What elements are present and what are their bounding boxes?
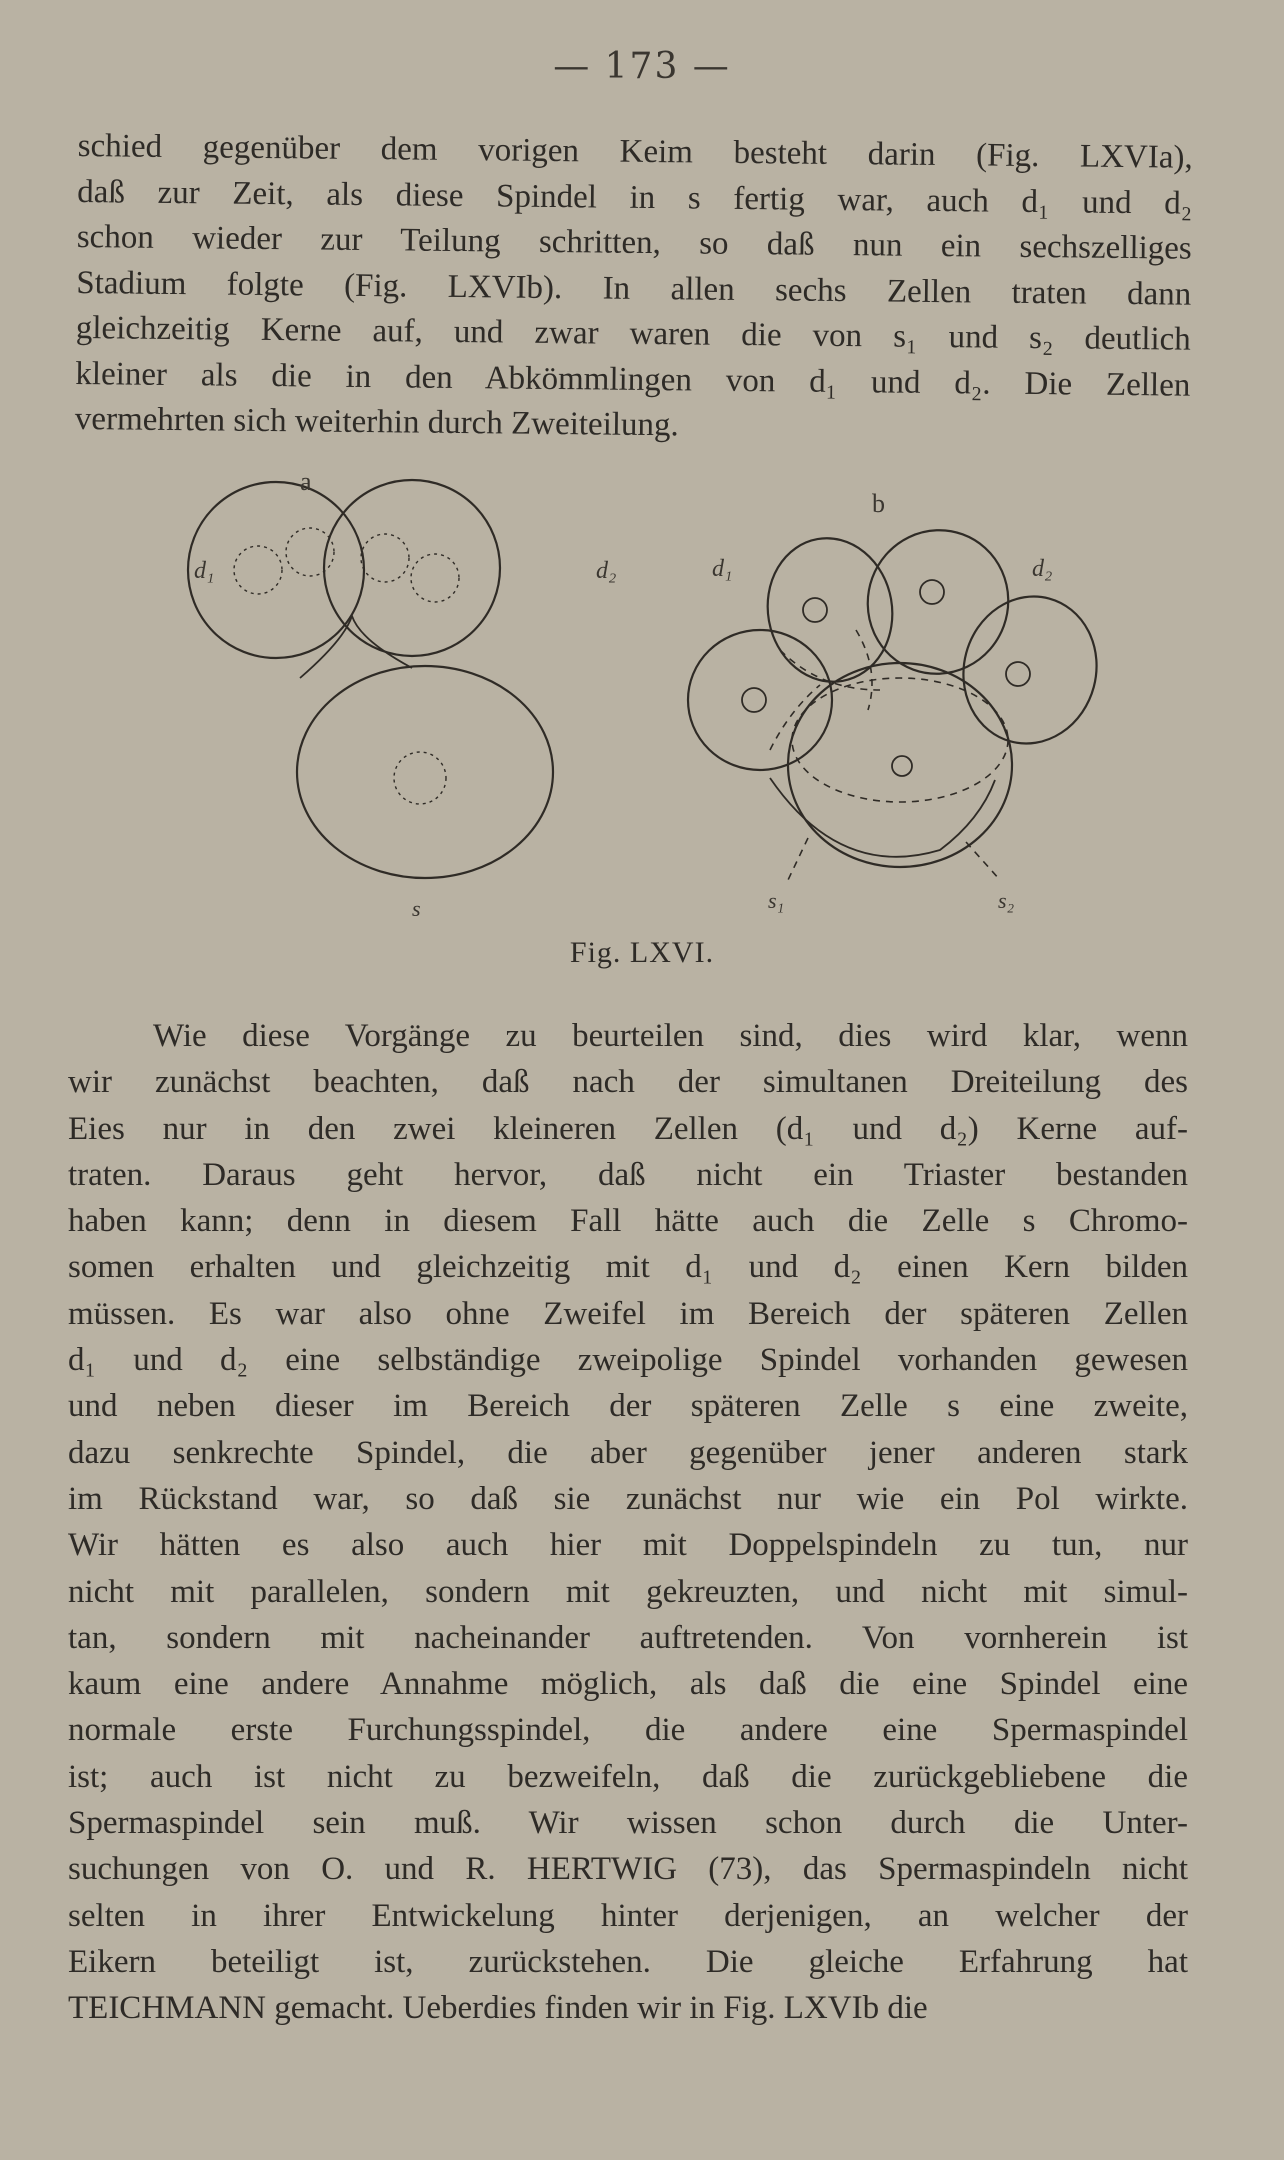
text-line: wir zunächst beachten, daß nach der simultanen Dreiteilung des — [68, 1064, 1188, 1101]
paragraph-2 — [68, 1013, 1188, 2032]
text-line: müssen. Es war also ohne Zweifel im Bereich der späteren Zellen — [68, 1295, 1188, 1332]
label-d2: d₂ — [596, 558, 617, 584]
text-line: im Rückstand war, so daß sie zunächst nur wie ein Pol wirkte. — [68, 1480, 1188, 1517]
text-line: tan, sondern mit nacheinander auftretenden. Von vornherein ist — [68, 1619, 1188, 1656]
text-line: normale erste Furchungsspindel, die andere eine Spermaspindel — [68, 1712, 1188, 1749]
text-line: schon wieder zur Teilung schritten, so daß nun ein sechszelliges — [76, 218, 1192, 267]
text-line: traten. Daraus geht hervor, daß nicht ein Triaster bestanden — [68, 1156, 1188, 1193]
panel-a-drawing — [188, 480, 553, 878]
text-line: Eikern beteiligt ist, zurückstehen. Die gleiche Erfahrung hat — [68, 1943, 1188, 1980]
figure-illustration — [180, 460, 1100, 980]
panel-a-letter: a — [300, 467, 312, 496]
text-line: und neben dieser im Bereich der späteren Zelle s eine zweite, — [68, 1388, 1188, 1425]
figure-lxvi — [180, 460, 1100, 980]
text-line: nicht mit parallelen, sondern mit gekreuzten, und nicht mit simul- — [68, 1573, 1188, 1610]
paragraph-1 — [75, 124, 1193, 454]
text-line: haben kann; denn in diesem Fall hätte auch die Zelle s Chromo- — [68, 1203, 1188, 1240]
text-line: Stadium folgte (Fig. LXVIb). In allen sechs Zellen traten dann — [76, 264, 1192, 313]
cell-d2-outline — [324, 480, 500, 656]
figure-caption: Fig. LXVI. — [569, 936, 715, 969]
cell-s-outline — [297, 666, 553, 878]
panel-b-letter: b — [872, 489, 885, 518]
label-d1: d₁ — [712, 556, 733, 582]
text-line: Spermaspindel sein muß. Wir wissen schon durch die Unter- — [68, 1805, 1188, 1842]
text-line: Wir hätten es also auch hier mit Doppelspindeln zu tun, nur — [68, 1527, 1188, 1564]
text-line: dazu senkrechte Spindel, die aber gegenüber jener anderen stark — [68, 1434, 1188, 1471]
label-d1: d₁ — [194, 558, 215, 584]
text-line: Wie diese Vorgänge zu beurteilen sind, dies wird klar, wenn — [153, 1018, 1188, 1054]
text-line: selten in ihrer Entwickelung hinter derjenigen, an welcher der — [68, 1897, 1188, 1934]
text-line: kaum eine andere Annahme möglich, als daß die eine Spindel eine — [68, 1666, 1188, 1703]
text-line: gleichzeitig Kerne auf, und zwar waren die von s₁ und s₂ deutlich — [75, 309, 1191, 358]
text-line: somen erhalten und gleichzeitig mit d₁ und d₂ einen Kern bilden — [68, 1249, 1188, 1286]
text-line: d₁ und d₂ eine selbständige zweipolige Spindel vorhanden gewesen — [68, 1342, 1188, 1379]
text-line: vermehrten sich weiterhin durch Zweiteilung. — [74, 400, 679, 444]
text-line: TEICHMANN gemacht. Ueberdies finden wir in Fig. LXVIb die — [68, 1990, 928, 2027]
label-s2: s₂ — [998, 888, 1015, 913]
text-line: Eies nur in den zwei kleineren Zellen (d₁ und d₂) Kerne auf- — [68, 1110, 1188, 1147]
text-line: ist; auch ist nicht zu bezweifeln, daß die zurückgebliebene die — [68, 1758, 1188, 1795]
label-s1: s₁ — [768, 888, 785, 913]
text-line: kleiner als die in den Abkömmlingen von d₁ und d₂. Die Zellen — [75, 355, 1191, 404]
label-d2: d₂ — [1032, 556, 1053, 582]
text-line: daß zur Zeit, als diese Spindel in s fertig war, auch d₁ und d₂ — [77, 173, 1193, 222]
cell-d1-outline — [188, 482, 364, 658]
page-number: — 173 — — [553, 46, 731, 87]
text-line: schied gegenüber dem vorigen Keim besteht darin (Fig. LXVIa), — [77, 127, 1193, 176]
text-line: suchungen von O. und R. HERTWIG (73), das Spermaspindeln nicht — [68, 1851, 1188, 1888]
label-s: s — [412, 896, 421, 921]
